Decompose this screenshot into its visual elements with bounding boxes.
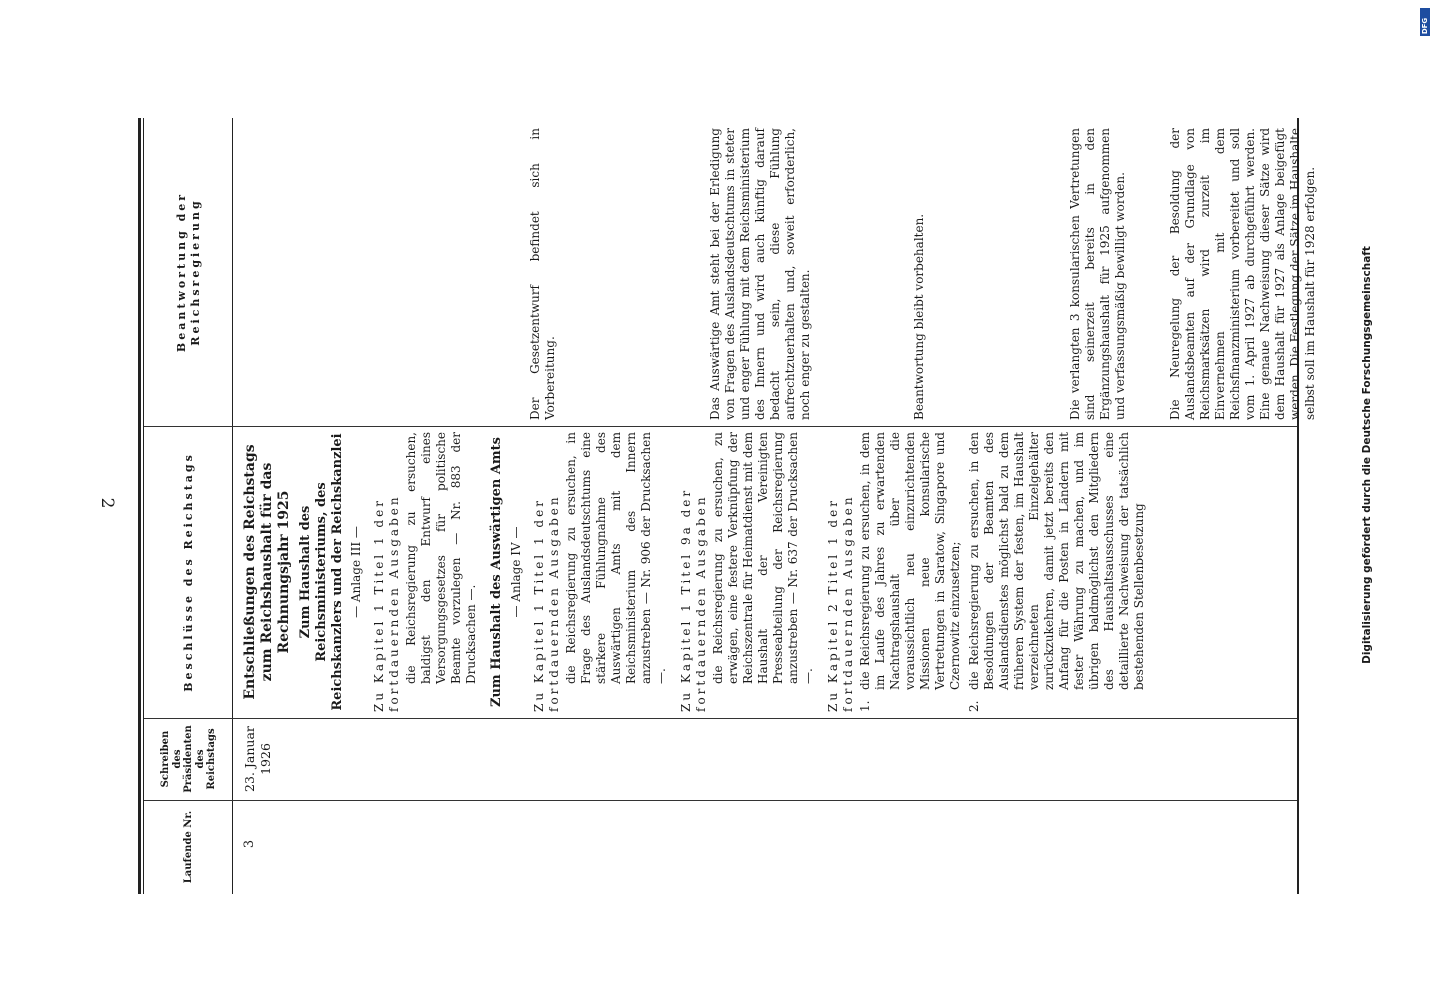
header-beantwortung: Beantwortung der Reichsregierung [175, 191, 202, 353]
resolution-text: die Reichsregierung zu ersuchen, zu erwägen, eine festere Verknüpfung der Reichszentrale für Heimatdienst mit dem Haushalt der Vereinigten Presseabteilung der Reichsregierung anzustreben — Nr. 637 der Drucksachen —. [710, 432, 815, 684]
resolutions-column [242, 432, 1151, 712]
response-text: Das Auswärtige Amt steht bei der Erledigung von Fragen des Auslandsdeutschtums in steter und enger Fühlung mit dem Reichsministerium des Innern und wird auch künftig darauf bedacht sein, diese Fühlung aufrechtzuerhalten und, soweit erforderlich, noch enger zu gestalten. [708, 128, 812, 420]
item-text: die Reichsregierung zu ersuchen, in dem im Laufe des Jahres zu erwartenden Nachtragshaushalt über die voraussichtlich neu einzurichtenden Missionen neue konsularische Vertretungen in Saratow, Singapore und Czernowitz einzusetzen; [857, 432, 962, 690]
resolution-item [858, 432, 963, 712]
header-rule [232, 118, 233, 894]
dfg-logo-text: DFG [1421, 17, 1429, 35]
rotated-table-content [138, 118, 1317, 894]
resolution-item [967, 432, 1147, 712]
column-divider [144, 718, 1297, 719]
resolutions-title: Entschließungen des Reichstags zum Reichshaushalt für das Rechnungsjahr 1925 [242, 444, 292, 700]
response-text: Die Neuregelung der Besoldung der Auslandsbeamten auf der Grundlage von Reichsmarksätzen wird zurzeit im Einvernehmen mit dem Reichsfinanzministerium vorbereitet und soll vom 1. April 1927 ab durchgeführt werden. Eine genaue Nachweisung dieser Sätze wird dem Haushalt für 1927 als Anlage beigefügt werden. Die Festlegung der Sätze im Haushalte selbst soll im Haushalt für 1928 erfolgen. [1168, 128, 1317, 420]
header-laufende-nr: Laufende Nr. [183, 810, 195, 884]
resolution-text: die Reichsregierung zu ersuchen, baldigst den Entwurf eines Versorgungsgesetzes für politische Beamte vorzulegen — Nr. 883 der Drucksachen —. [404, 432, 479, 684]
table-top-rule-thin [143, 118, 144, 894]
kapitel-reference: Zu Kapitel 2 Titel 1 der fortdauernden Ausgaben [825, 494, 855, 712]
section-heading: Zum Haushalt des Reichsministeriums, des Reichskanzlers und der Reichskanzlei [298, 433, 345, 711]
item-text: die Reichsregierung zu ersuchen, in den Besoldungen der Beamten des Auslandsdienstes möglichst bald zu dem früheren System der festen, im Haushalt verzeichneten Einzelgehälter zurückzukehren, damit jetzt bereits den Anfang für die Posten in Ländern mit fester Währung zu machen, und im übrigen baldmöglichst den Mitgliedern des Haushaltsausschusses eine detaillierte Nachweisung der tatsächlich bestehenden Stellenbesetzung [966, 432, 1146, 690]
resolutions-table [138, 118, 1317, 894]
resolution-text: die Reichsregierung zu ersuchen, in Frage des Auslandsdeutschtums eine stärkere Fühlungnahme des Auswärtigen Amts mit dem Reichsministerium des Innern anzustreben — Nr. 906 der Drucksachen —. [563, 432, 668, 684]
table-top-rule [138, 118, 141, 894]
column-divider [144, 426, 1297, 427]
kapitel-reference: Zu Kapitel 1 Titel 1 der fortdauernden Ausgaben [531, 494, 561, 712]
section-anlage: — Anlage III — [349, 526, 364, 618]
dfg-logo [1420, 8, 1430, 36]
kapitel-reference: Zu Kapitel 1 Titel 1 der fortdauernden Ausgaben [372, 494, 402, 712]
letter-date: 23. Januar 1926 [242, 726, 273, 792]
header-schreiben: Schreiben des Präsidenten des Reichstags [160, 725, 218, 793]
column-divider [144, 800, 1297, 801]
page-number: 2 [97, 497, 117, 509]
section-anlage: — Anlage IV — [508, 526, 523, 618]
header-beschluesse: Beschlüsse des Reichstags [182, 452, 196, 692]
response-text: Die verlangten 3 konsularischen Vertretungen sind seinerzeit bereits in den Ergänzungshaushalt für 1925 aufgenommen und verfassungsmäßig bewilligt worden. [1068, 128, 1127, 420]
item-number: 2. [966, 700, 981, 712]
response-text: Der Gesetzentwurf befindet sich in Vorbereitung. [528, 128, 557, 420]
row-number: 3 [242, 839, 257, 849]
kapitel-reference: Zu Kapitel 1 Titel 9a der fortdauernden Ausgaben [678, 487, 708, 712]
response-text: Beantwortung bleibt vorbehalten. [912, 213, 926, 420]
section-heading: Zum Haushalt des Auswärtigen Amts [489, 436, 505, 708]
digitization-credit: Digitalisierung gefördert durch die Deutsche Forschungsgemeinschaft [1361, 246, 1373, 664]
item-number: 1. [857, 700, 872, 712]
